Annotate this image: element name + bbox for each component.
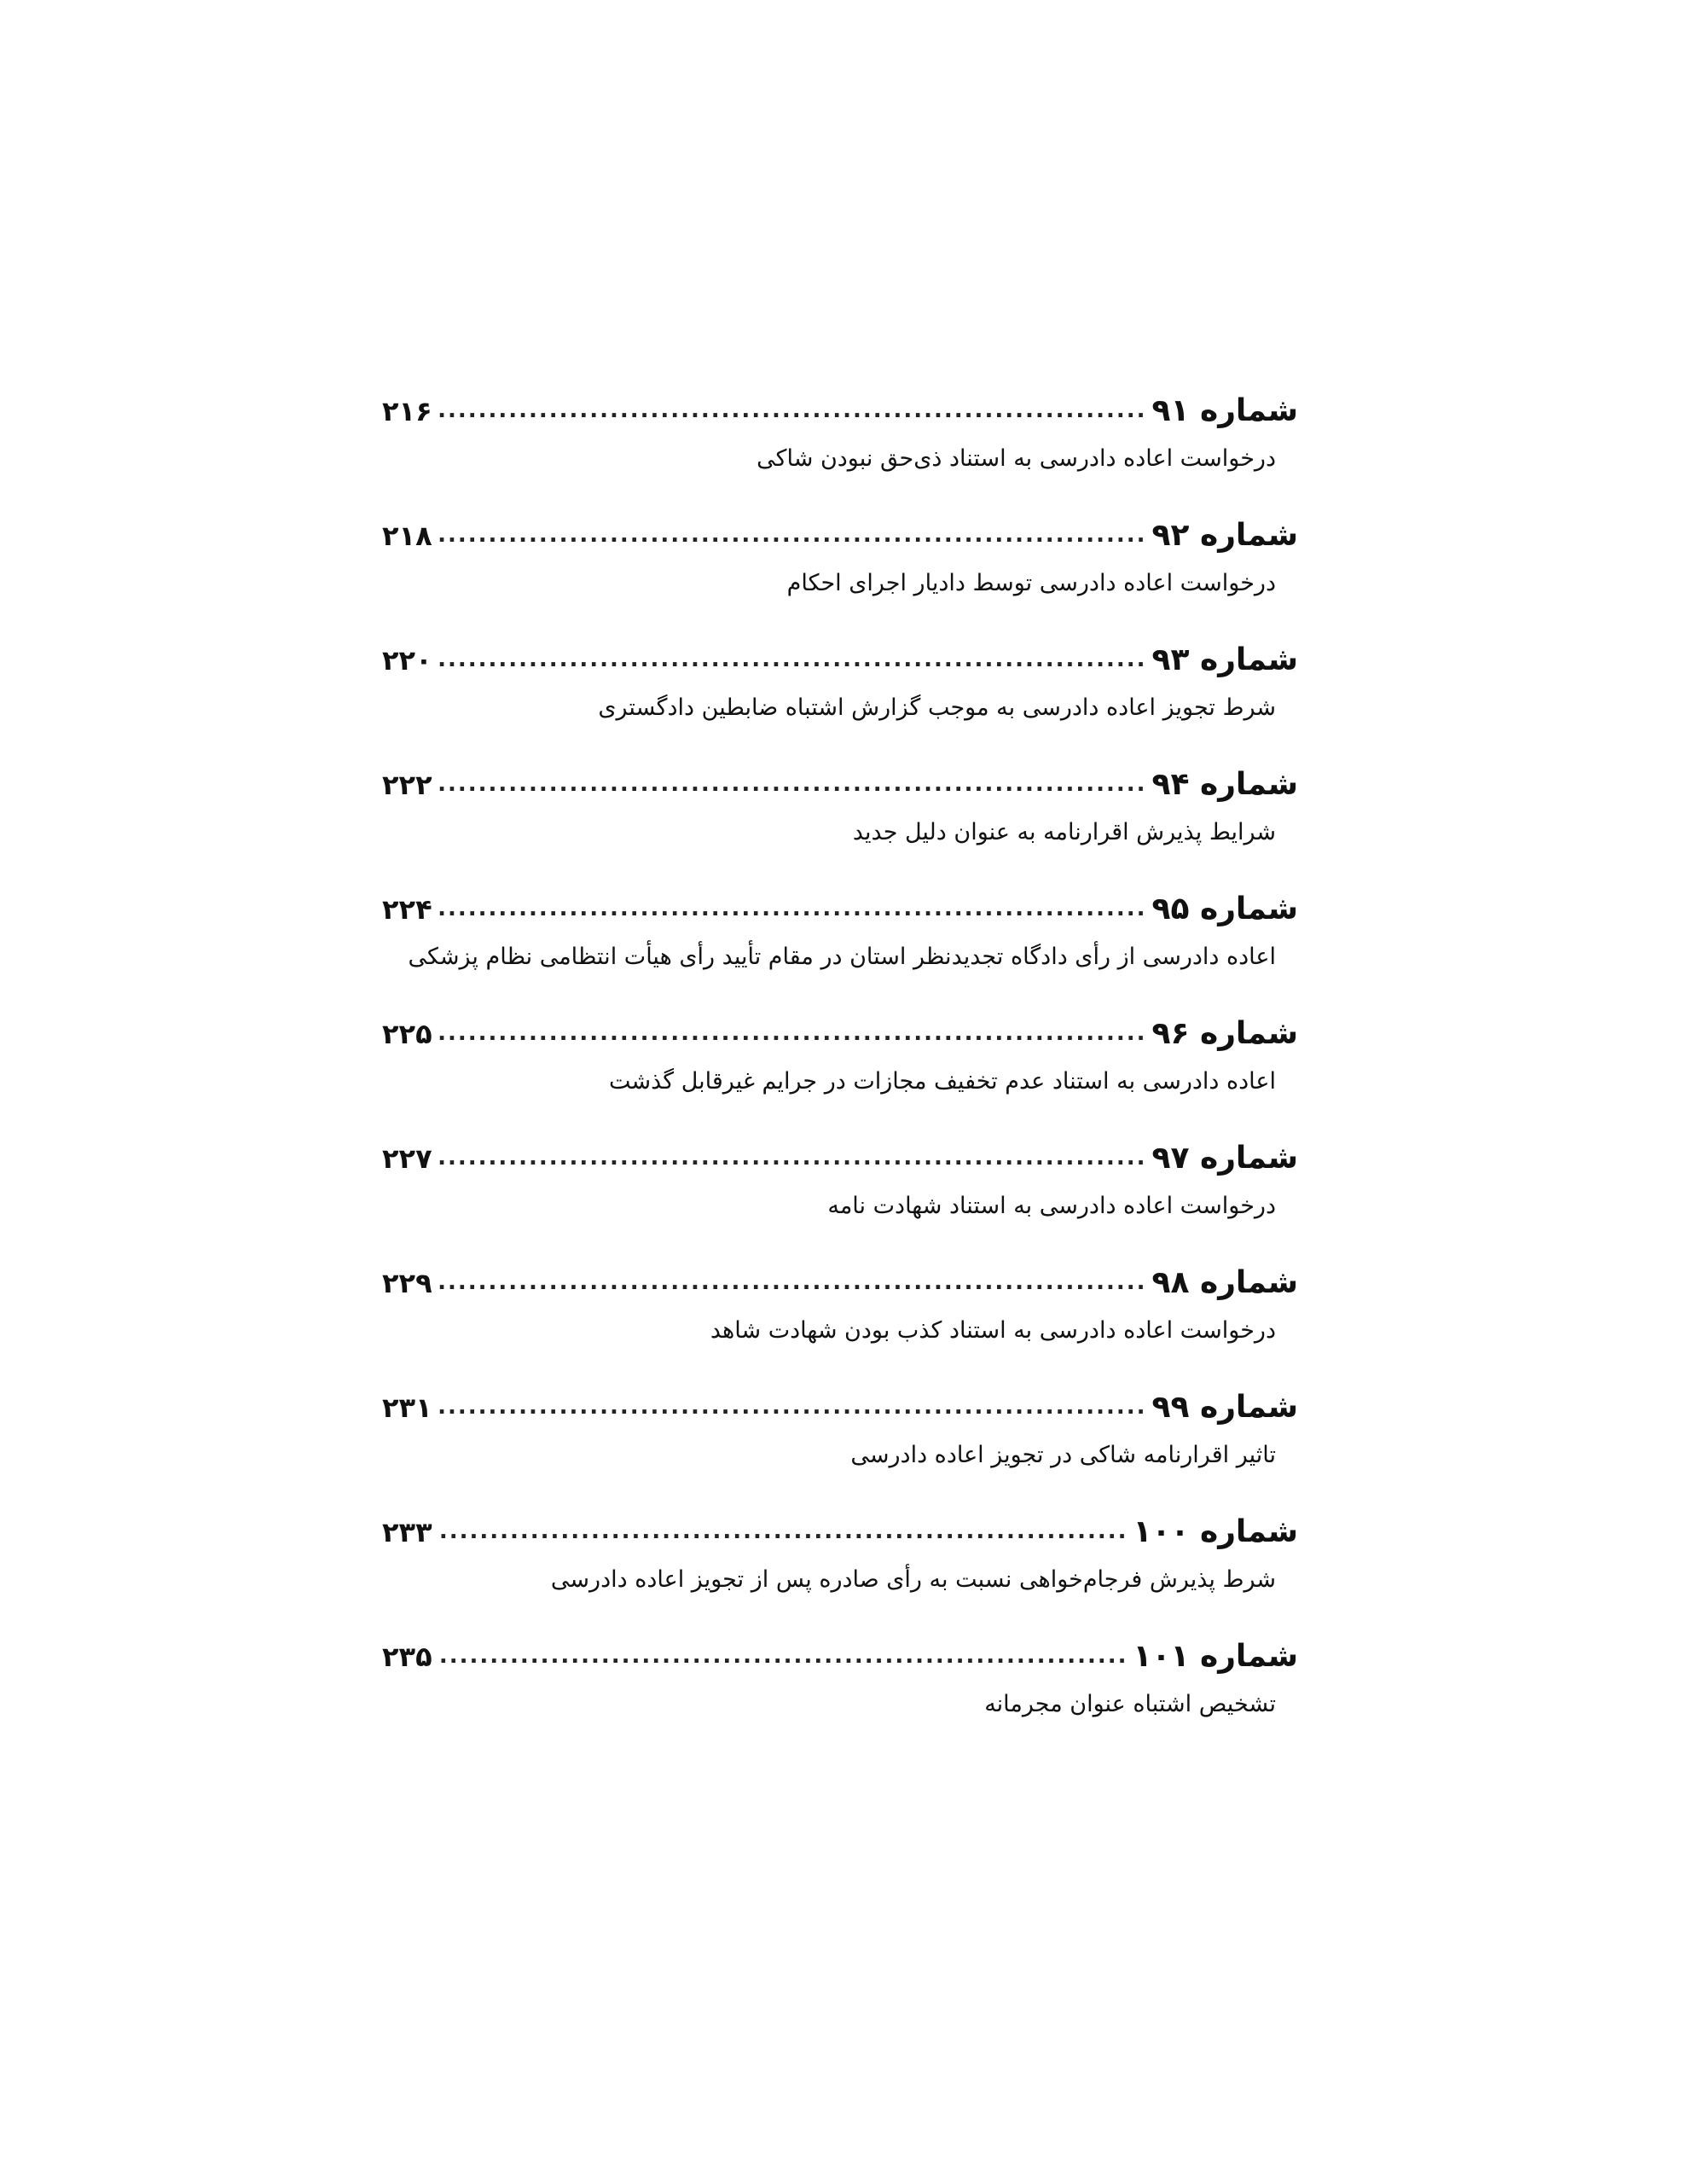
entry-number: شماره ۹۳ (1151, 642, 1298, 677)
dot-leader (438, 1385, 1147, 1429)
table-of-contents (382, 389, 1298, 1759)
dot-leader (438, 388, 1147, 433)
entry-number: شماره ۹۷ (1151, 1141, 1298, 1176)
entry-number: شماره ۹۱ (1151, 393, 1298, 428)
entry-title: تشخیص اشتباه عنوان مجرمانه (984, 1691, 1276, 1717)
page-number: ۲۳۳ (382, 1516, 432, 1548)
entry-number: شماره ۹۹ (1151, 1390, 1298, 1425)
entry-title: اعاده دادرسی به استناد عدم تخفیف مجازات در جرایم غیرقابل گذشت (608, 1068, 1276, 1095)
entry-title: شرایط پذیرش اقرارنامه به عنوان دلیل جدید (852, 819, 1276, 845)
entry-title: درخواست اعاده دادرسی به استناد شهادت نامه (827, 1193, 1276, 1219)
toc-entry[interactable] (382, 763, 1298, 887)
entry-number: شماره ۹۵ (1151, 892, 1298, 926)
page-number: ۲۳۱ (382, 1391, 432, 1424)
toc-entry-header (382, 389, 1298, 433)
toc-entry[interactable] (382, 514, 1298, 638)
toc-entry-header (382, 1635, 1298, 1679)
entry-title: درخواست اعاده دادرسی به استناد کذب بودن شهادت شاهد (710, 1317, 1276, 1344)
entry-title: درخواست اعاده دادرسی به استناد ذی‌حق نبودن شاکی (757, 445, 1276, 472)
toc-entry[interactable] (382, 1136, 1298, 1261)
toc-entry-header (382, 638, 1298, 682)
entry-number: شماره ۱۰۰ (1133, 1514, 1298, 1549)
dot-leader (438, 513, 1147, 557)
toc-entry-header (382, 1385, 1298, 1430)
entry-title: اعاده دادرسی از رأی دادگاه تجدیدنظر استان در مقام تأیید رأی هیأت انتظامی نظام پزشکی (408, 944, 1276, 970)
entry-number: شماره ۱۰۱ (1133, 1639, 1298, 1674)
dot-leader (438, 1011, 1147, 1055)
toc-entry-header (382, 1261, 1298, 1305)
page-number: ۲۲۴ (382, 893, 432, 926)
toc-entry-header (382, 514, 1298, 558)
dot-leader (438, 637, 1147, 682)
toc-entry[interactable] (382, 1635, 1298, 1759)
dot-leader (438, 886, 1147, 931)
toc-entry[interactable] (382, 638, 1298, 763)
toc-entry-header (382, 1510, 1298, 1554)
page-number: ۲۲۵ (382, 1018, 432, 1050)
toc-entry-header (382, 1136, 1298, 1181)
page-number: ۲۲۰ (382, 644, 432, 677)
dot-leader (438, 1260, 1147, 1304)
toc-entry-header (382, 763, 1298, 807)
dot-leader (438, 1136, 1147, 1180)
entry-title: شرط تجویز اعاده دادرسی به موجب گزارش اشتباه ضابطین دادگستری (598, 694, 1276, 721)
entry-title: شرط پذیرش فرجام‌خواهی نسبت به رأی صادره پس از تجویز اعاده دادرسی (550, 1566, 1276, 1593)
dot-leader (438, 762, 1147, 806)
page-number: ۲۱۶ (382, 395, 432, 427)
page-number: ۲۳۵ (382, 1641, 432, 1673)
dot-leader (438, 1634, 1128, 1678)
entry-number: شماره ۹۲ (1151, 518, 1298, 553)
toc-entry[interactable] (382, 1385, 1298, 1510)
entry-title: تاثیر اقرارنامه شاکی در تجویز اعاده دادرسی (850, 1442, 1276, 1468)
toc-entry[interactable] (382, 1510, 1298, 1635)
page-number: ۲۲۲ (382, 769, 432, 801)
entry-number: شماره ۹۶ (1151, 1016, 1298, 1051)
toc-entry[interactable] (382, 1261, 1298, 1385)
dot-leader (438, 1509, 1128, 1554)
toc-entry[interactable] (382, 1012, 1298, 1136)
entry-number: شماره ۹۴ (1151, 767, 1298, 802)
toc-entry[interactable] (382, 389, 1298, 514)
toc-entry-header (382, 887, 1298, 932)
page-number: ۲۱۸ (382, 520, 432, 552)
page-number: ۲۲۹ (382, 1267, 432, 1299)
page-number: ۲۲۷ (382, 1142, 432, 1175)
entry-title: درخواست اعاده دادرسی توسط دادیار اجرای احکام (786, 570, 1276, 596)
toc-entry-header (382, 1012, 1298, 1056)
toc-entry[interactable] (382, 887, 1298, 1012)
entry-number: شماره ۹۸ (1151, 1265, 1298, 1300)
